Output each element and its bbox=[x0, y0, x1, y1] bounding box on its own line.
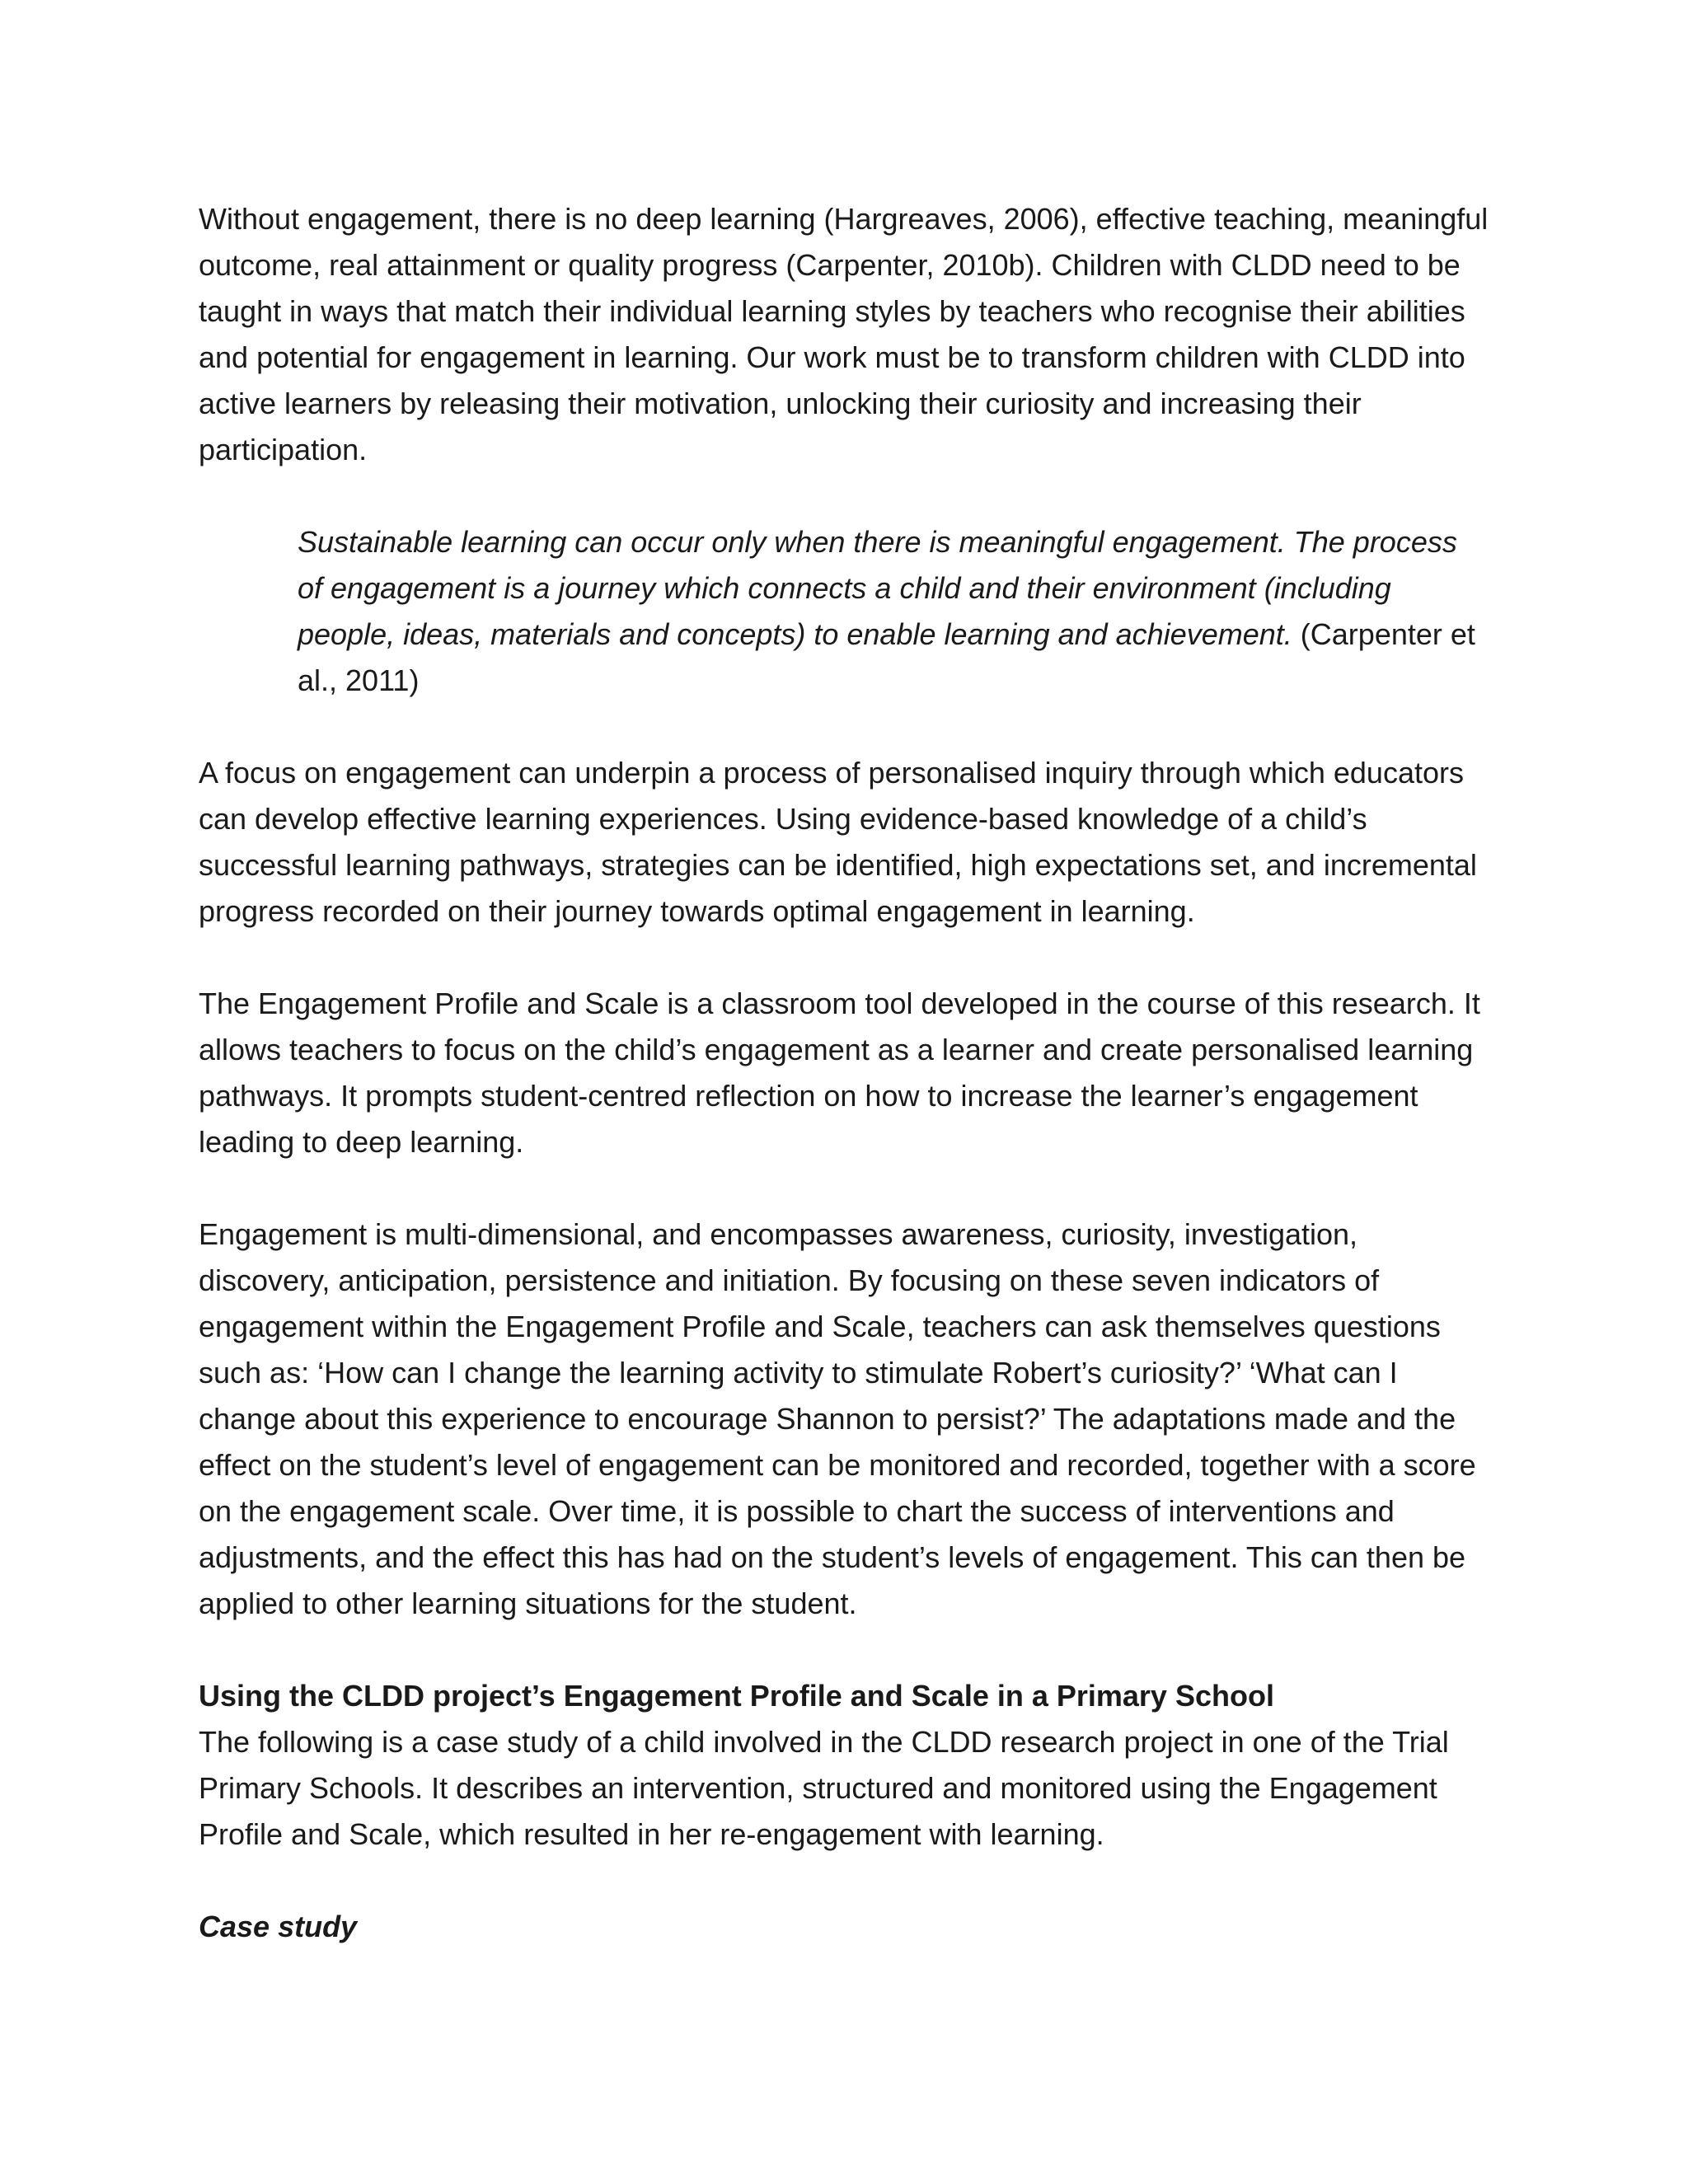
case-study-heading: Case study bbox=[199, 1910, 358, 1943]
paragraph-engagement-profile: The Engagement Profile and Scale is a classroom tool developed in the course of this research. It allows teachers to focus on the child’s engagement as a learner and create personalised learning pathways. It prompts student-centred reflection on how to increase the learner’s engagement leading to deep learning. bbox=[199, 987, 1480, 1159]
quote-text: Sustainable learning can occur only when there is meaningful engagement. The process of engagement is a journey which connects a child and their environment (including people, ideas, materials and concepts) to enable learning and achievement. bbox=[298, 525, 1457, 651]
paragraph-engagement-indicators: Engagement is multi-dimensional, and encompasses awareness, curiosity, investigation, discovery, anticipation, persistence and initiation. By focusing on these seven indicators of engagement within the Engagement Profile and Scale, teachers can ask themselves questions such as: ‘How can I change the learning activity to stimulate Robert’s curiosity?’ ‘What can I change about this experience to encourage Shannon to persist?’ The adaptations made and the effect on the student’s level of engagement can be monitored and recorded, together with a score on the engagement scale. Over time, it is possible to chart the success of interventions and adjustments, and the effect this has had on the student’s levels of engagement. This can then be applied to other learning situations for the student. bbox=[199, 1217, 1476, 1620]
paragraph-intro: Without engagement, there is no deep learning (Hargreaves, 2006), effective teaching, meaningful outcome, real attainment or quality progress (Carpenter, 2010b). Children with CLDD need to be taught in ways that match their individual learning styles by teachers who recognise their abilities and potential for engagement in learning. Our work must be to transform children with CLDD into active learners by releasing their motivation, unlocking their curiosity and increasing their participation. bbox=[199, 202, 1489, 466]
paragraph-personalised-inquiry: A focus on engagement can underpin a process of personalised inquiry through which educators can develop effective learning experiences. Using evidence-based knowledge of a child’s successful learning pathways, strategies can be identified, high expectations set, and incremental progress recorded on their journey towards optimal engagement in learning. bbox=[199, 756, 1477, 928]
quote-citation: (Carpenter et al., 2011) bbox=[298, 617, 1475, 697]
paragraph-case-study-intro: The following is a case study of a child involved in the CLDD research project in one of the Trial Primary Schools. It describes an intervention, structured and monitored using the Engagement Profile and Scale, which resulted in her re-engagement with learning. bbox=[199, 1725, 1449, 1851]
section-heading: Using the CLDD project’s Engagement Profile and Scale in a Primary School bbox=[199, 1679, 1274, 1713]
block-quote bbox=[298, 519, 1476, 704]
